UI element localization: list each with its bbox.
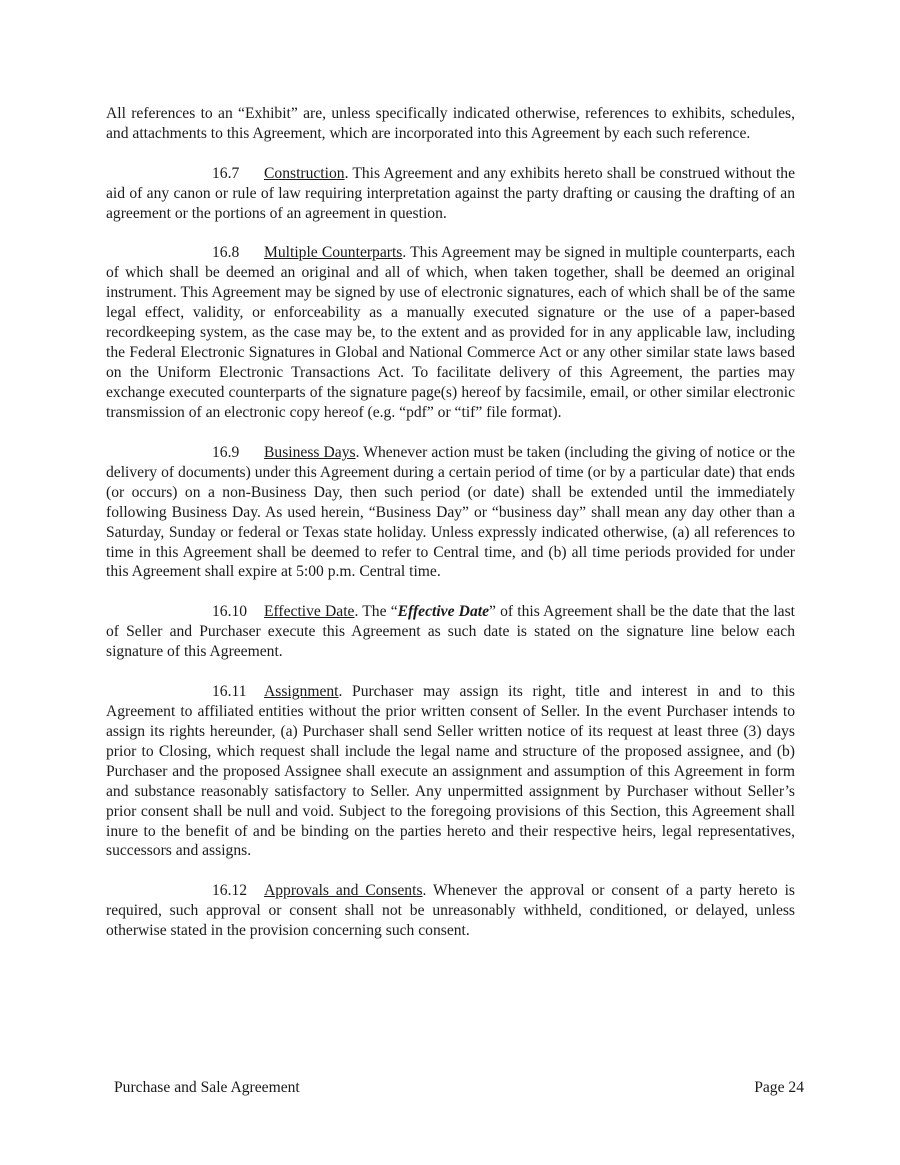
section-text: . This Agreement may be signed in multiple counterparts, each of which shall be deemed an original and all of which, when taken together, shall be deemed an original instrument. This Agreement may be signed by use of electronic signatures, each of which shall be of the same legal effect, validity, or enforceability as a manually executed signature or the use of a paper-based recordkeeping system, as the case may be, to the extent and as provided for in any applicable law, including the Federal Electronic Signatures in Global and National Commerce Act or any other similar state laws based on the Uniform Electronic Transactions Act. To facilitate delivery of this Agreement, the parties may exchange executed counterparts of the signature page(s) hereof by facsimile, email, or other similar electronic transmission of an electronic copy hereof (e.g. “pdf” or “tif” file format). — [106, 244, 795, 421]
section-16-8 — [106, 243, 795, 423]
defined-term: Effective Date — [397, 603, 489, 621]
section-heading: Effective Date — [264, 603, 355, 621]
section-number: 16.10 — [212, 603, 248, 621]
section-number: 16.7 — [212, 164, 240, 182]
section-heading: Multiple Counterparts — [264, 244, 403, 262]
section-text-after: ” of this Agreement shall be the date that the last of Seller and Purchaser execute this Agreement as such date is stated on the signature line below each signature of this Agreement. — [106, 603, 795, 661]
section-16-12 — [106, 881, 795, 941]
page-number: Page 24 — [754, 1079, 804, 1096]
section-16-10 — [106, 602, 795, 662]
section-16-7 — [106, 164, 795, 224]
footer-document-title: Purchase and Sale Agreement — [114, 1079, 300, 1096]
section-number: 16.9 — [212, 443, 240, 461]
section-heading: Approvals and Consents — [264, 882, 423, 900]
section-text: . Whenever the approval or consent of a party hereto is required, such approval or consent shall not be unreasonably withheld, conditioned, or delayed, unless otherwise stated in the provision concerning such consent. — [106, 882, 795, 940]
section-text: . Whenever action must be taken (including the giving of notice or the delivery of documents) under this Agreement during a certain period of time (or by a particular date) that ends (or occurs) on a non-Business Day, then such period (or date) shall be extended until the immediately following Business Day. As used herein, “Business Day” or “business day” shall mean any day other than a Saturday, Sunday or federal or Texas state holiday. Unless expressly indicated otherwise, (a) all references to time in this Agreement shall be deemed to refer to Central time, and (b) all time periods provided for under this Agreement shall expire at 5:00 p.m. Central time. — [106, 443, 795, 581]
section-heading: Business Days — [264, 443, 356, 461]
section-text: . Purchaser may assign its right, title and interest in and to this Agreement to affiliated entities without the prior written consent of Seller. In the event Purchaser intends to assign its rights hereunder, (a) Purchaser shall send Seller written notice of its request at least three (3) days prior to Closing, which request shall include the legal name and structure of the proposed assignee, and (b) Purchaser and the proposed Assignee shall execute an assignment and assumption of this Agreement in form and substance reasonably satisfactory to Seller. Any unpermitted assignment by Purchaser without Seller’s prior consent shall be null and void. Subject to the foregoing provisions of this Section, this Agreement shall inure to the benefit of and be binding on the parties hereto and their respective heirs, legal representatives, successors and assigns. — [106, 682, 795, 860]
section-number: 16.12 — [212, 882, 248, 900]
section-16-9 — [106, 443, 795, 583]
section-heading: Assignment — [264, 682, 339, 700]
document-body — [106, 104, 795, 961]
intro-paragraph: All references to an “Exhibit” are, unless specifically indicated otherwise, references to exhibits, schedules, and attachments to this Agreement, which are incorporated into this Agreement by each such reference. — [106, 105, 795, 142]
section-number: 16.11 — [212, 682, 247, 700]
section-number: 16.8 — [212, 244, 240, 262]
section-text: . This Agreement and any exhibits hereto shall be construed without the aid of any canon or rule of law requiring interpretation against the party drafting or causing the drafting of an agreement or the portions of an agreement in question. — [106, 164, 795, 222]
section-heading: Construction — [264, 164, 345, 182]
section-text-before: . The “ — [354, 603, 398, 621]
section-16-11 — [106, 682, 795, 862]
